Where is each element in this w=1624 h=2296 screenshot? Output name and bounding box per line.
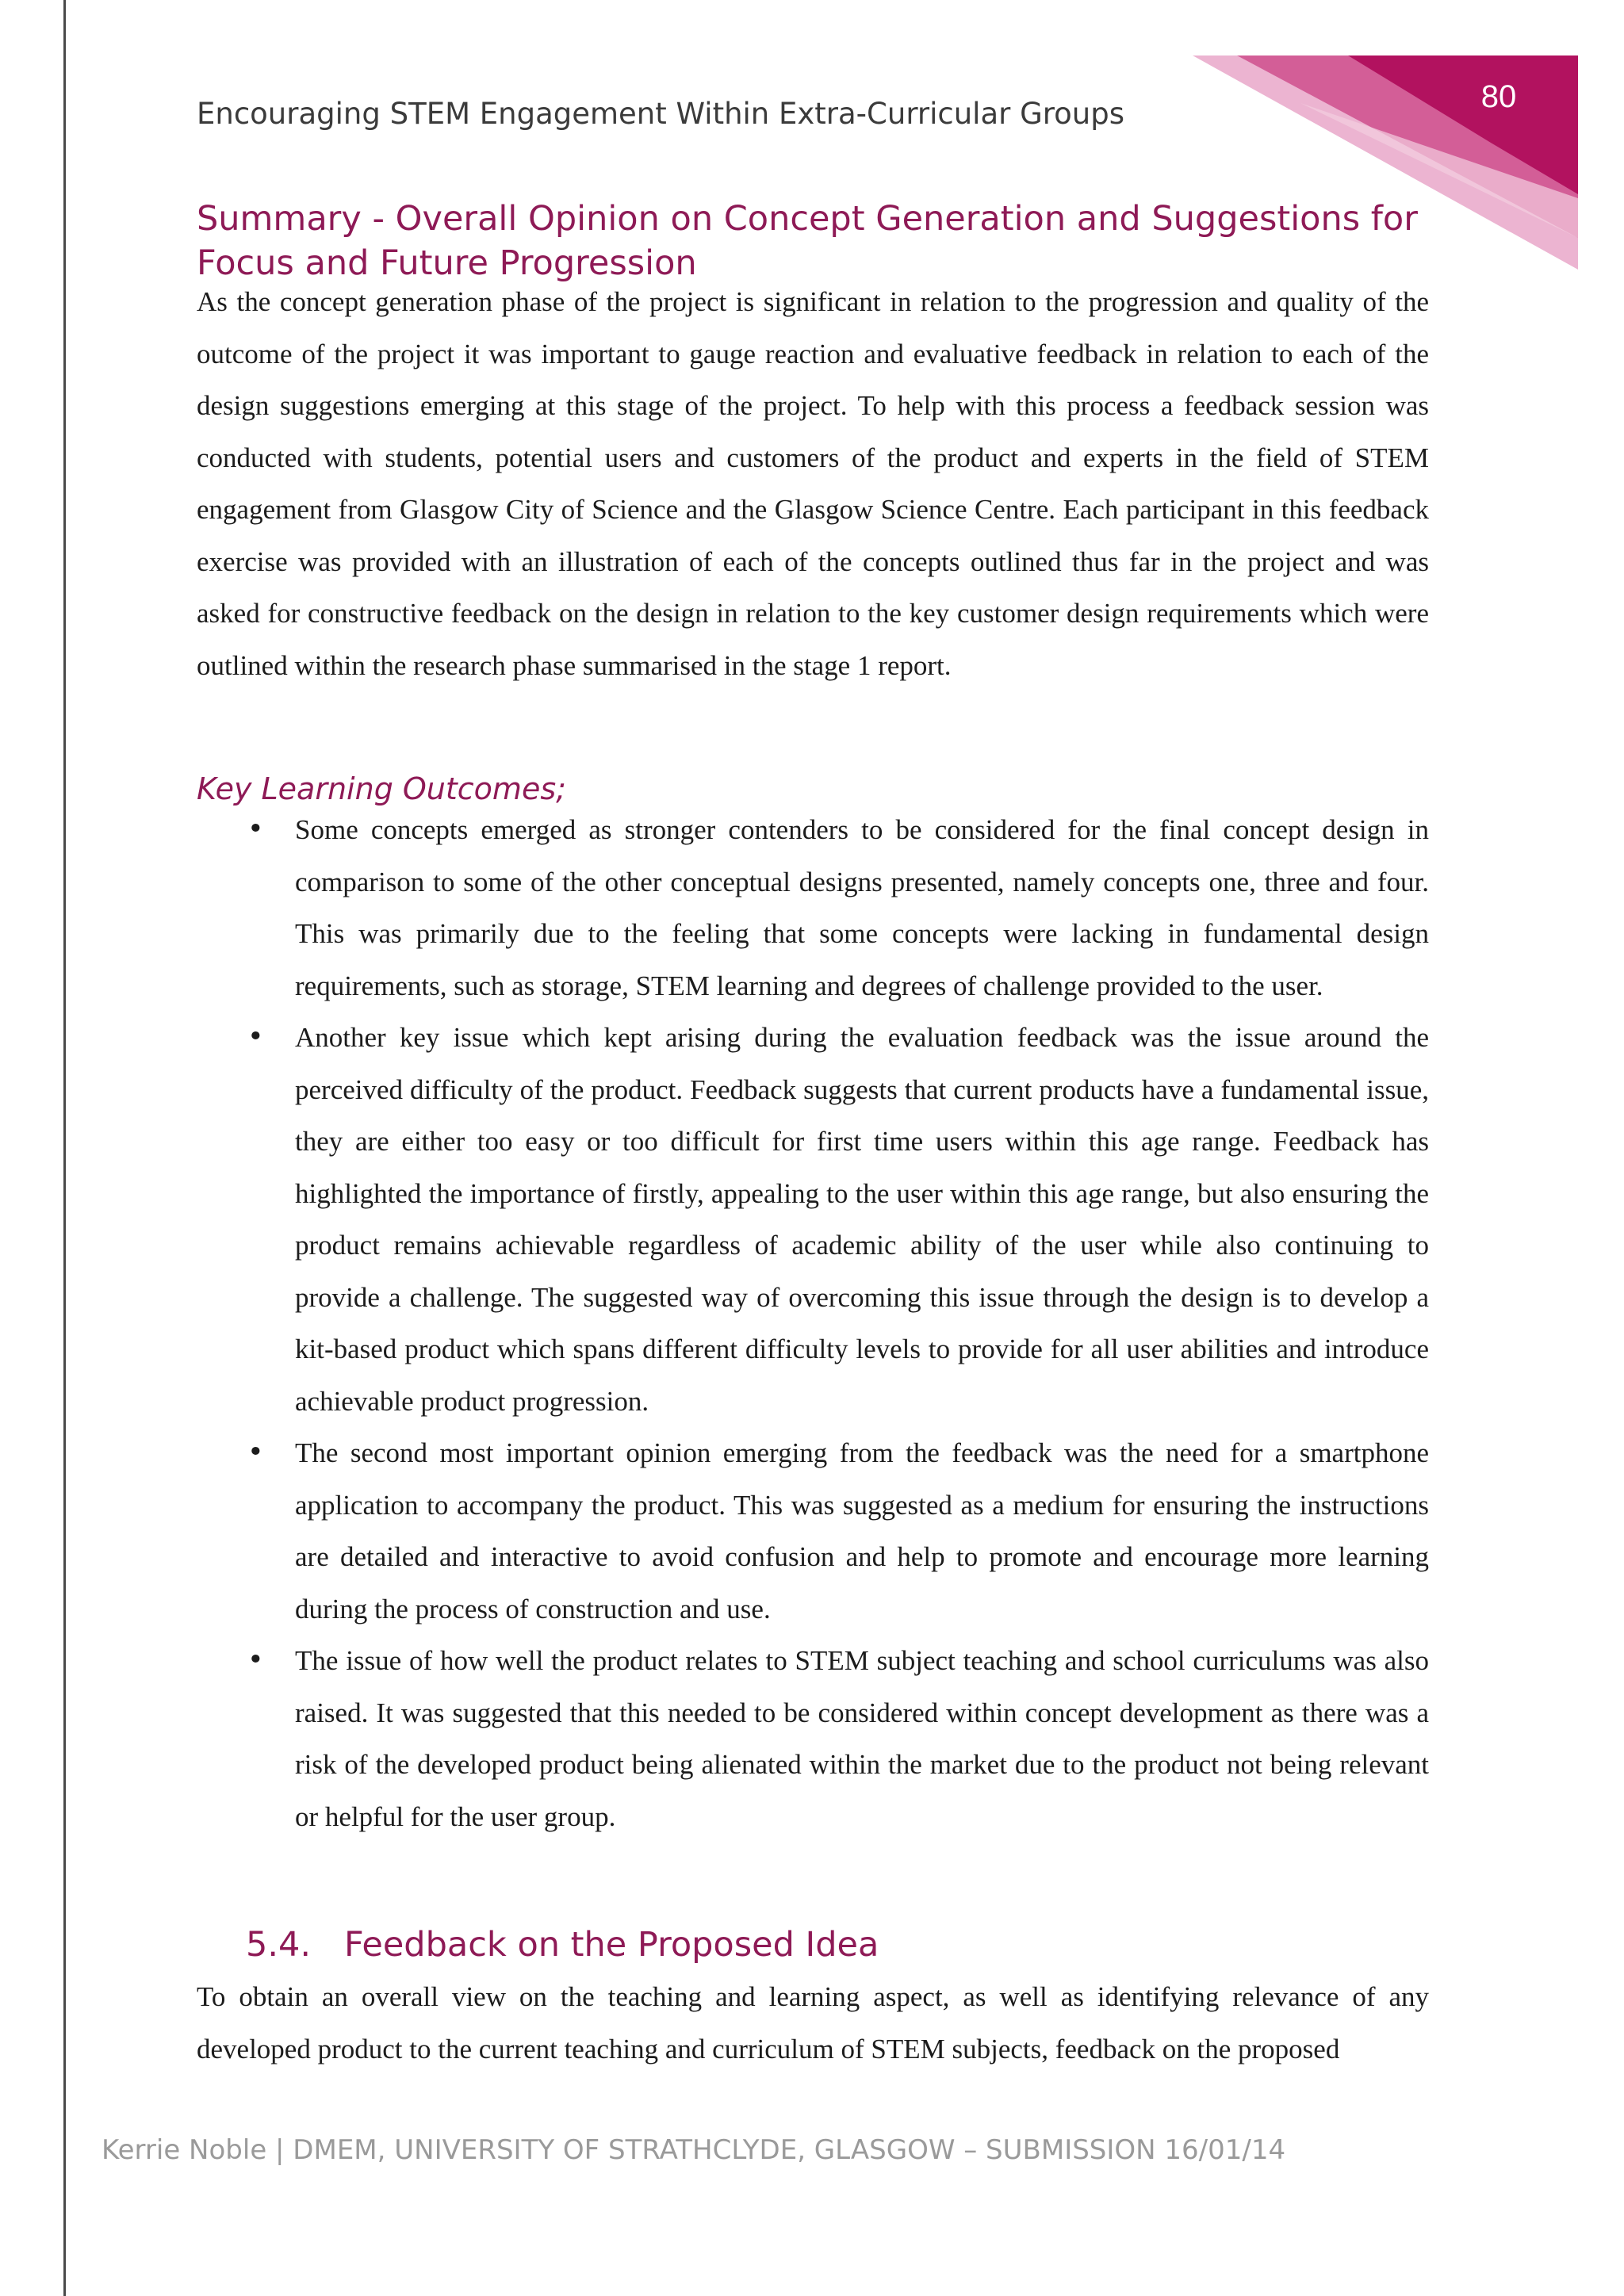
page-footer: Kerrie Noble | DMEM, UNIVERSITY OF STRATHCLYDE, GLASGOW – SUBMISSION 16/01/14 bbox=[102, 2134, 1286, 2166]
list-item-text: Some concepts emerged as stronger contenders to be considered for the final concept design in comparison to some of the other conceptual designs presented, namely concepts one, three and four. This was primarily due to the feeling that some concepts were lacking in fundamental design requirements, such as storage, STEM learning and degrees of challenge provided to the user. bbox=[295, 814, 1429, 1001]
section-number: 5.4. bbox=[246, 1925, 312, 1965]
page-number: 80 bbox=[1480, 79, 1517, 114]
section-5-4-paragraph: To obtain an overall view on the teaching and learning aspect, as well as identifying relevance of any developed product to the current teaching and curriculum of STEM subjects, feedback on the proposed bbox=[197, 1981, 1429, 2064]
summary-heading: Summary - Overall Opinion on Concept Generation and Suggestions for Focus and Future Progression bbox=[197, 199, 1418, 283]
list-item-text: The issue of how well the product relates to STEM subject teaching and school curriculums was also raised. It was suggested that this needed to be considered within concept development as there was a risk of the developed product being alienated within the market due to the product not being relevant or helpful for the user group. bbox=[295, 1645, 1429, 1832]
bullet-icon: • bbox=[247, 813, 264, 845]
page-margin-rule bbox=[63, 0, 66, 2296]
section-title: Feedback on the Proposed Idea bbox=[344, 1925, 879, 1965]
key-learning-outcomes-heading: Key Learning Outcomes; bbox=[197, 771, 566, 806]
list-item bbox=[197, 1427, 1429, 1635]
list-item-text: Another key issue which kept arising during the evaluation feedback was the issue around the perceived difficulty of the product. Feedback suggests that current products have a fundamental issue, they are either too easy or too difficult for first time users within this age range. Feedback has highlighted the importance of firstly, appealing to the user within this age range, but also ensuring the product remains achievable regardless of academic ability of the user while also continuing to provide a challenge. The suggested way of overcoming this issue through the design is to develop a kit-based product which spans different difficulty levels to provide for all user abilities and introduce achievable product progression. bbox=[295, 1022, 1429, 1417]
list-item-text: The second most important opinion emerging from the feedback was the need for a smartphone application to accompany the product. This was suggested as a medium for ensuring the instructions are detailed and interactive to avoid confusion and help to promote and encourage more learning during the process of construction and use. bbox=[295, 1437, 1429, 1624]
summary-paragraph: As the concept generation phase of the project is significant in relation to the progression and quality of the outcome of the project it was important to gauge reaction and evaluative feedback in relation to each of the design suggestions emerging at this stage of the project. To help with this process a feedback session was conducted with students, potential users and customers of the product and experts in the field of STEM engagement from Glasgow City of Science and the Glasgow Science Centre. Each participant in this feedback exercise was provided with an illustration of each of the concepts outlined thus far in the project and was asked for constructive feedback on the design in relation to the key customer design requirements which were outlined within the research phase summarised in the stage 1 report. bbox=[197, 286, 1429, 681]
bullet-icon: • bbox=[247, 1644, 264, 1676]
running-header-title: Encouraging STEM Engagement Within Extra-Curricular Groups bbox=[197, 97, 1125, 131]
list-item bbox=[197, 804, 1429, 1012]
bullet-icon: • bbox=[247, 1437, 264, 1468]
section-5-4-heading bbox=[246, 1925, 879, 1965]
key-learning-outcomes-list bbox=[197, 804, 1429, 1843]
list-item bbox=[197, 1635, 1429, 1843]
list-item bbox=[197, 1012, 1429, 1427]
bullet-icon: • bbox=[247, 1021, 264, 1053]
